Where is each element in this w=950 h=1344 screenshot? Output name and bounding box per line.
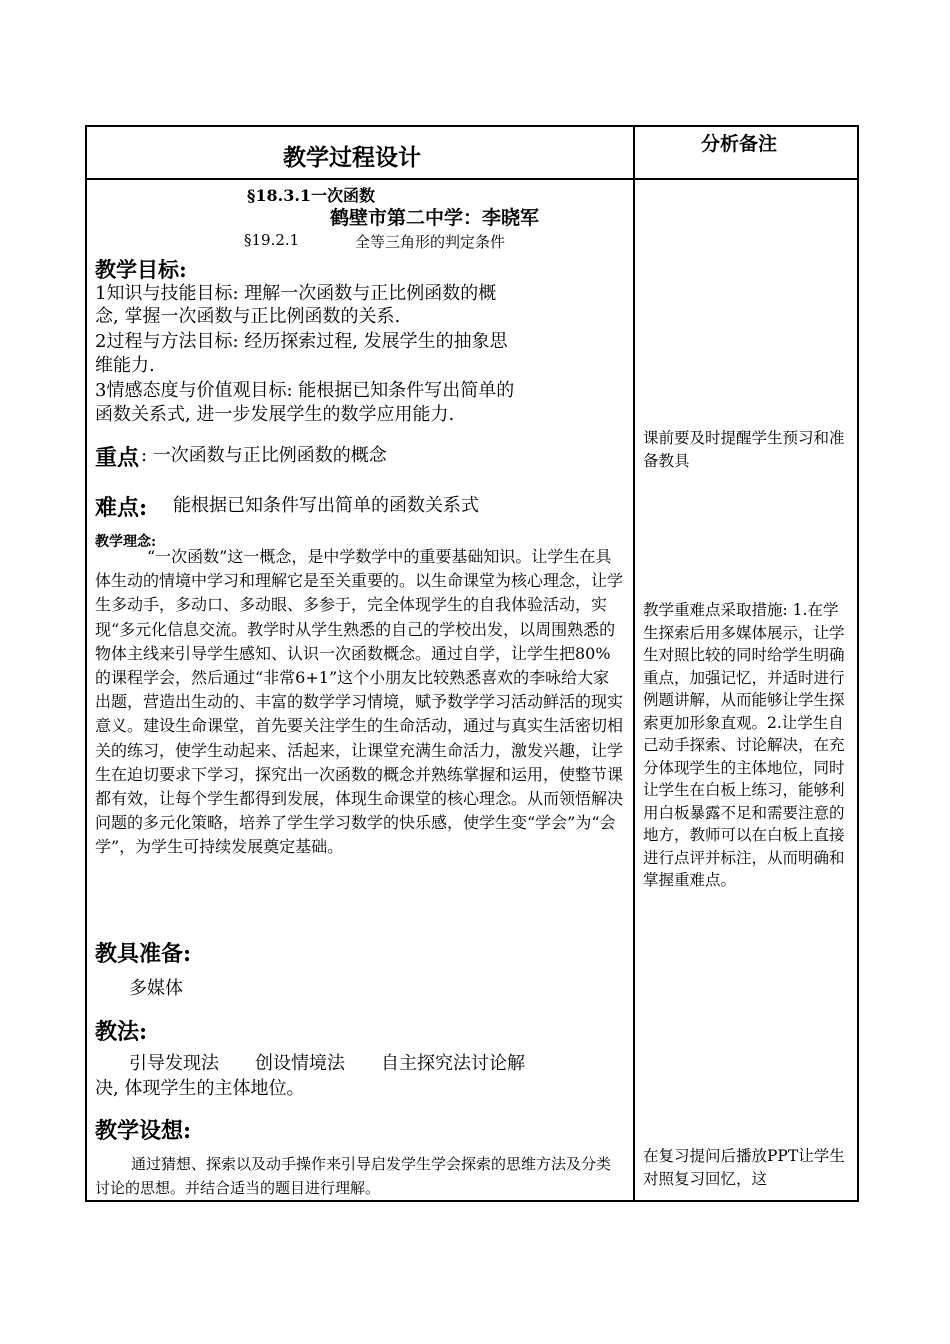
philosophy-paragraph: “一次函数”这一概念，是中学数学中的重要基础知识。让学生在具体生动的情境中学习和理解它是至关重要的。以生命课堂为核心理念，让学生多动手，多动口、多动眼、多参于，完全体现学生的自我体验活动，实现“多元化信息交流。教学时从学生熟悉的自己的学校出发，以周围熟悉的物体主线来引导学生感知、认识一次函数概念。通过自学，让学生把80%的课程学会，然后通过“非常6+1”这个小朋友比较熟悉喜欢的李咏给大家出题，营造出生动的、丰富的数学学习情境，赋予数学学习活动鲜活的现实意义。建设生命课堂，首先要关注学生的生命活动，通过与真实生活密切相关的练习，使学生动起来、活起来，让课堂充满生命活力，激发兴趣，让学生在迫切要求下学习，探究出一次函数的概念并熟练掌握和运用，使整节课都有效，让每个学生都得到发展，体现生命课堂的核心理念。从而领悟解决问题的多元化策略，培养了学生学习数学的快乐感，使学生变“学会”为“会学”，为学生可持续发展奠定基础。 [95, 547, 624, 857]
tools-heading: 教具准备: [95, 941, 192, 967]
section-code: §18.3.1一次函数 [247, 186, 376, 205]
lesson-plan-table [85, 125, 859, 1202]
objective-line: 2过程与方法目标: 经历探索过程, 发展学生的抽象思 [95, 331, 508, 352]
key-point-label: 重点 [95, 445, 140, 471]
methods-line: 决, 体现学生的主体地位。 [95, 1078, 305, 1099]
difficulty-label: 难点: [95, 495, 148, 521]
note-preparation: 课前要及时提醒学生预习和准备教具 [643, 429, 845, 470]
header-divider [87, 178, 857, 180]
key-point-text: : 一次函数与正比例函数的概念 [141, 445, 387, 466]
methods-heading: 教法: [95, 1019, 148, 1045]
objective-line: 维能力. [95, 355, 155, 376]
objective-line: 3情感态度与价值观目标: 能根据已知条件写出简单的 [95, 380, 515, 401]
philosophy-heading: 教学理念: [95, 534, 157, 550]
methods-line: 引导发现法 创设情境法 自主探究法讨论解 [129, 1053, 525, 1074]
objectives-heading: 教学目标: [95, 257, 187, 282]
subtitle-text: 全等三角形的判定条件 [355, 233, 506, 251]
difficulty-text: 能根据已知条件写出简单的函数关系式 [173, 495, 479, 516]
objective-line: 1知识与技能目标: 理解一次函数与正比例函数的概 [95, 283, 497, 304]
objective-line: 函数关系式, 进一步发展学生的数学应用能力. [95, 404, 455, 425]
tools-text: 多媒体 [129, 978, 183, 999]
idea-heading: 教学设想: [95, 1118, 192, 1144]
left-column-title: 教学过程设计 [283, 144, 421, 171]
subtitle-code: §19.2.1 [244, 231, 300, 249]
column-divider [633, 127, 635, 1200]
note-key-measures: 教学重难点采取措施: 1.在学生探索后用多媒体展示，让学生对照比较的同时给学生明确重点，加强记忆，并适时进行例题讲解，从而能够让学生探索更加形象直观。2.让学生自己动手探索、讨论解决，在充分体现学生的主体地位，同时让学生在白板上练习，能够利用白板暴露不足和需要注意的地方，教师可以在白板上直接进行点评并标注，从而明确和掌握重难点。 [643, 601, 845, 889]
idea-paragraph: 通过猜想、探索以及动手操作来引导启发学生学会探索的思维方法及分类讨论的思想。并结合适当的题目进行理解。 [95, 1155, 612, 1198]
right-column-title: 分析备注 [701, 133, 778, 155]
objective-line: 念, 掌握一次函数与正比例函数的关系. [95, 306, 401, 327]
school-teacher: 鹤壁市第二中学：李晓军 [330, 207, 540, 229]
note-review: 在复习提问后播放PPT让学生对照复习回忆，这 [643, 1147, 845, 1188]
